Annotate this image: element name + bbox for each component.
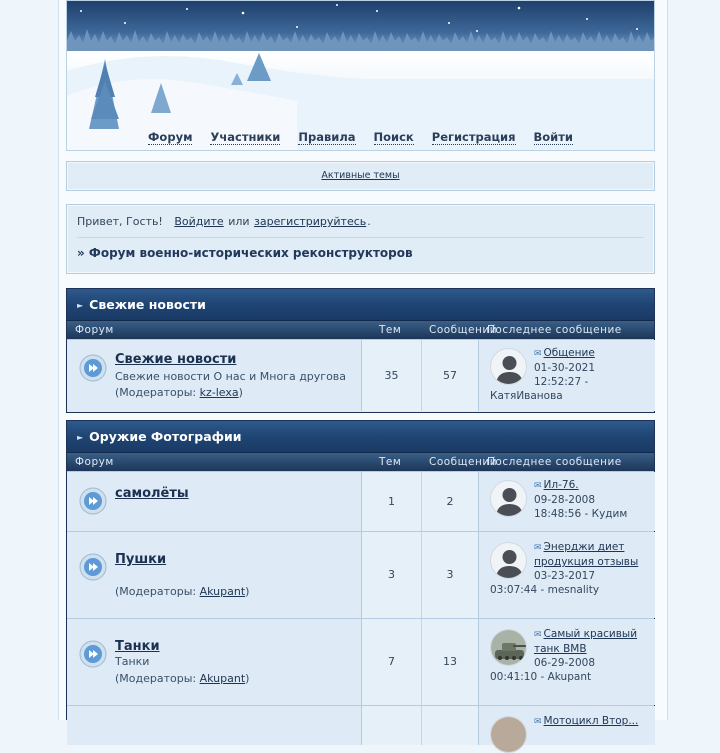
last-post-user[interactable]: КатяИванова (490, 390, 563, 402)
messages-count: 2 (446, 494, 454, 508)
last-post-date: 06-29-2008 (534, 657, 596, 669)
last-post-link[interactable]: Мотоцикл Втор... (543, 715, 639, 727)
forum-cell (67, 619, 362, 705)
forum-title-link[interactable]: самолёты (115, 486, 189, 501)
arrow-icon: ► (77, 300, 84, 310)
last-post-time: 18:48:56 - Кудим (534, 508, 628, 520)
messages-count: 3 (446, 568, 454, 581)
messages-cell (422, 340, 479, 411)
forum-icon (79, 553, 107, 581)
user-avatar[interactable] (490, 348, 527, 385)
nav-login[interactable]: Войти (533, 130, 573, 144)
forum-cell (67, 340, 362, 411)
col-messages: Сообщений (429, 324, 498, 336)
user-avatar[interactable] (490, 542, 527, 579)
user-photo-icon (491, 717, 527, 753)
category-title: Свежие новости (89, 297, 206, 312)
envelope-icon: ✉ (534, 630, 542, 640)
messages-cell (422, 472, 479, 531)
last-post-date: 09-28-2008 (534, 494, 596, 506)
last-post-link[interactable]: Энерджи диет продукция отзывы (534, 541, 639, 568)
topics-count: 35 (384, 368, 399, 382)
messages-count: 13 (443, 655, 457, 668)
envelope-icon: ✉ (534, 481, 542, 491)
user-avatar[interactable] (490, 480, 527, 517)
user-avatar[interactable] (490, 716, 527, 753)
topics-cell (362, 472, 422, 531)
column-header (67, 321, 654, 339)
header-banner (66, 0, 655, 151)
greeting-dot: . (367, 215, 371, 228)
active-topics-bar (66, 161, 655, 191)
last-post-cell (479, 706, 655, 745)
category-weapons-photos (66, 420, 655, 727)
messages-cell (422, 532, 479, 618)
forum-row (67, 531, 654, 618)
forum-moderators: (Модераторы: Akupant) (115, 585, 250, 598)
category-header[interactable] (67, 421, 654, 453)
forum-title-link[interactable]: Свежие новости (115, 352, 237, 367)
messages-cell (422, 619, 479, 705)
category-title: Оружие Фотографии (89, 429, 242, 444)
col-topics: Тем (379, 456, 402, 468)
forum-moderators: (Модераторы: kz-lexa) (115, 386, 243, 399)
forum-icon (79, 487, 107, 515)
topics-cell (362, 706, 422, 745)
user-avatar[interactable] (490, 629, 527, 666)
main-nav (67, 130, 654, 145)
forum-cell (67, 532, 362, 618)
nav-members[interactable]: Участники (210, 130, 281, 144)
last-post-link[interactable]: Ил-76. (543, 479, 579, 491)
messages-count: 57 (443, 368, 457, 382)
nav-rules[interactable]: Правила (298, 130, 356, 144)
last-post-time: 03:07:44 - mesnality (490, 584, 600, 596)
last-post-cell (479, 532, 655, 618)
forum-title-link[interactable]: Пушки (115, 552, 167, 567)
forum-description: Танки (115, 655, 150, 668)
last-post-time: 00:41:10 - Akupant (490, 671, 592, 683)
active-topics-link[interactable]: Активные темы (321, 170, 400, 181)
moderator-link[interactable]: kz-lexa (199, 386, 239, 399)
user-silhouette-icon (491, 349, 527, 385)
category-header[interactable] (67, 289, 654, 321)
messages-cell (422, 706, 479, 745)
last-post-time: 12:52:27 - (534, 376, 589, 388)
topics-cell (362, 619, 422, 705)
col-forum: Форум (75, 324, 114, 336)
moderator-link[interactable]: Akupant (199, 585, 246, 598)
login-link[interactable]: Войдите (174, 215, 224, 228)
topics-count: 3 (388, 568, 395, 581)
col-last-post: Последнее сообщение (487, 324, 622, 336)
topics-count: 7 (388, 655, 395, 668)
category-fresh-news (66, 288, 655, 413)
breadcrumb[interactable]: » Форум военно-исторических реконструкторов (77, 246, 413, 260)
last-post-cell (479, 472, 655, 531)
last-post-cell (479, 619, 655, 705)
forum-row (67, 618, 654, 705)
forum-cell (67, 472, 362, 531)
register-link[interactable]: зарегистрируйтесь (254, 215, 367, 228)
forum-moderators: (Модераторы: Akupant) (115, 672, 250, 685)
greeting-line (77, 205, 644, 238)
nav-forum[interactable]: Форум (148, 130, 193, 144)
column-header (67, 453, 654, 471)
col-forum: Форум (75, 456, 114, 468)
forum-icon (79, 640, 107, 668)
nav-search[interactable]: Поиск (373, 130, 414, 144)
forum-row (67, 471, 654, 531)
last-post-date: 03-23-2017 (534, 570, 596, 582)
envelope-icon: ✉ (534, 717, 542, 727)
forum-row (67, 339, 654, 411)
envelope-icon: ✉ (534, 543, 542, 553)
tank-photo-icon (491, 630, 527, 666)
forum-icon (79, 354, 107, 382)
forum-title-link[interactable]: Танки (115, 639, 160, 654)
last-post-link[interactable]: Самый красивый танк ВМВ (534, 628, 638, 655)
topics-cell (362, 532, 422, 618)
col-messages: Сообщений (429, 456, 498, 468)
topics-count: 1 (388, 494, 395, 508)
user-silhouette-icon (491, 481, 527, 517)
nav-register[interactable]: Регистрация (431, 130, 516, 144)
greeting-text: Привет, Гость! (77, 215, 163, 228)
col-topics: Тем (379, 324, 402, 336)
arrow-icon: ► (77, 432, 84, 442)
moderator-link[interactable]: Akupant (199, 672, 246, 685)
last-post-cell (479, 340, 655, 411)
forum-cell (67, 706, 362, 745)
topics-cell (362, 340, 422, 411)
last-post-link[interactable]: Общение (543, 347, 595, 359)
last-post-date: 01-30-2021 (534, 362, 596, 374)
user-silhouette-icon (491, 543, 527, 579)
forum-description: Свежие новости О нас и Многа другова (115, 370, 347, 383)
col-last-post: Последнее сообщение (487, 456, 622, 468)
envelope-icon: ✉ (534, 349, 542, 359)
or-text: или (228, 215, 250, 228)
greeting-panel (66, 204, 655, 274)
winter-landscape-banner (67, 1, 655, 151)
forum-row (67, 705, 654, 745)
